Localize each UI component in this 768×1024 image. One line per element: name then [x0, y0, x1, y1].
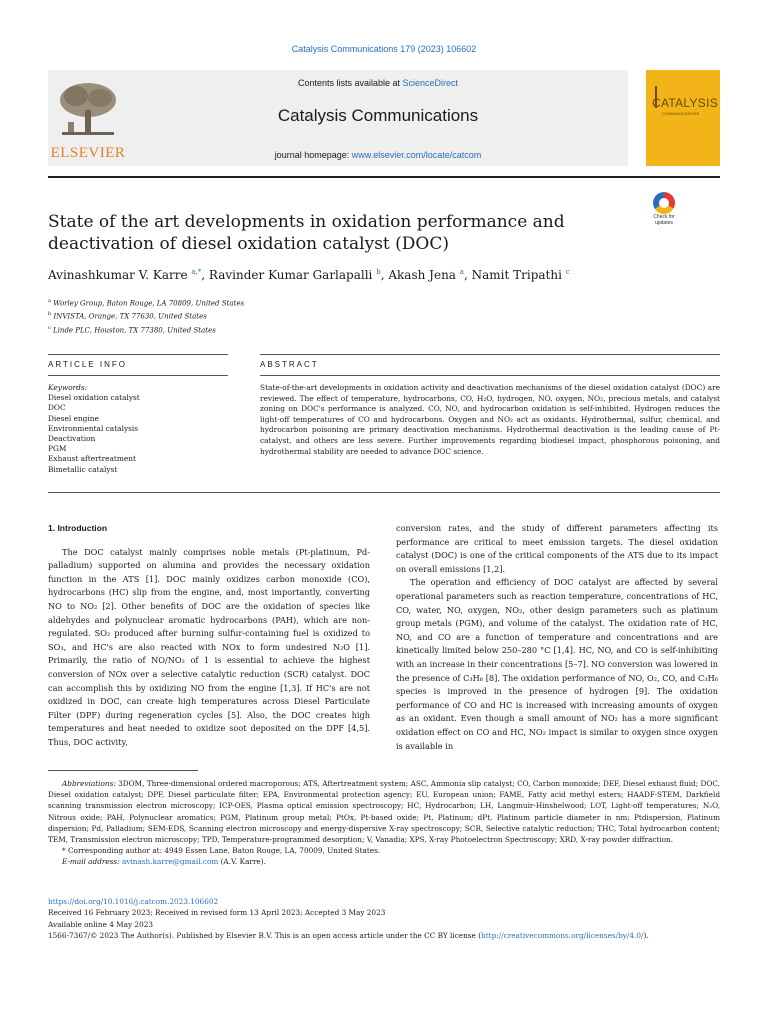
keywords-block — [48, 383, 228, 475]
journal-homepage — [128, 150, 628, 160]
body-paragraph: conversion rates, and the study of different parameters affecting its performance are critical to meet emission targets. The diesel oxidation catalyst (DOC) is one of the critical components of the ATS due to its impact on overall emissions [1,2]. — [396, 523, 718, 574]
cover-subtitle: COMMUNICATIONS — [662, 111, 700, 116]
email-label: E-mail address: — [62, 857, 122, 867]
affiliation-text: Worley Group, Baton Rouge, LA 70809, United States — [53, 299, 245, 308]
publisher-wordmark: ELSEVIER — [50, 145, 126, 161]
license-suffix: ). — [643, 931, 649, 941]
section-heading: 1. Introduction — [48, 523, 108, 533]
abstract-rule — [260, 375, 720, 376]
keyword: DOC — [48, 403, 66, 413]
body-column-left — [48, 522, 370, 750]
email-suffix: (A.V. Karre). — [218, 857, 266, 867]
badge-line-1: Check for — [653, 214, 675, 220]
author-list: Avinashkumar V. Karre $^{a,*}$, Ravinder Kumar Garlapalli $^b$, Akash Jena $^a$, Namit Tripathi $^c$ — [48, 268, 570, 282]
keyword: Environmental catalysis — [48, 423, 139, 433]
affiliation-mark: b — [48, 311, 52, 318]
journal-title: Catalysis Communications — [277, 106, 479, 125]
article-info-heading: ARTICLE INFO — [48, 360, 127, 369]
doi-link[interactable]: https://doi.org/10.1016/j.catcom.2023.106602 — [48, 897, 219, 906]
author-name: Namit Tripathi — [471, 268, 562, 282]
article-info-top-rule — [48, 354, 228, 355]
homepage-link[interactable]: www.elsevier.com/locate/catcom — [351, 150, 482, 160]
footnote-rule — [48, 770, 198, 771]
publication-info — [48, 896, 720, 942]
author-name: Avinashkumar V. Karre — [48, 268, 188, 282]
article-title: State of the art developments in oxidation performance and deactivation of diesel oxidation catalyst (DOC) — [48, 212, 565, 254]
affiliation-mark: a — [48, 298, 51, 304]
author-affiliation-mark[interactable]: a,* — [191, 268, 202, 276]
badge-line-2: updates — [655, 220, 673, 226]
available-online: Available online 4 May 2023 — [48, 919, 153, 929]
author-affiliation-mark[interactable]: a — [459, 268, 464, 276]
corresponding-author-note: * Corresponding author at: 4949 Essen Lane, Baton Rouge, LA, 70009, United States. — [62, 846, 381, 856]
author-affiliation-mark[interactable]: b — [376, 268, 381, 276]
author-name: Ravinder Kumar Garlapalli — [208, 268, 373, 282]
abbreviations-text: 3DOM, Three-dimensional ordered macroporous; ATS, Aftertreatment system; ASC, Ammonia slip catalyst; CO, Carbon monoxide; DEF, Diesel exhaust fluid; DOC, Diesel oxidation catalyst; DPF, Diesel particulate filter; EPA, Environmental protection agency; EU, European union; FAME, Fatty acid methyl esters; HAADF-STEM, Darkfield scanning transmission electron microscopy; ICP-OES, Plasma optical emission spectroscopy; HC, Hydrocarbon; LH, Langmuir-Hinshelwood; LOT, Light-off temperatures; N₂O, Nitrous oxide; PAH, Polynuclear aromatics; PGM, Platinum group metal; PtOx, Pt-based oxide; Pt, Platinum; dPt, Platinum particle diameter in nm; Ptdispersion, Platinum dispersion; Pd, Palladium; SEM-EDS, Scanning electron microscopy and energy-dispersive X-ray spectroscopy; SCR, Selective catalytic reduction; THC, Total hydrocarbon content; TEM, Transmission electron microscopy; TPD, Temperature-programmed desorption; V, Vanadia; XPS, X-ray Photoelectron Spectroscopy; XRD, X-ray powder diffraction. — [48, 779, 720, 845]
journal-cover-thumbnail[interactable] — [646, 70, 720, 166]
affiliation-item — [48, 323, 720, 336]
contents-prefix: Contents lists available at — [297, 78, 403, 88]
keyword: Bimetallic catalyst — [48, 464, 118, 474]
journal-masthead — [48, 70, 628, 166]
keyword: Diesel engine — [48, 413, 99, 423]
affiliations — [48, 296, 720, 336]
email-note — [48, 856, 720, 867]
body-column-right — [396, 522, 718, 753]
affiliation-text: Linde PLC, Houston, TX 77380, United States — [53, 325, 216, 334]
keyword: Diesel oxidation catalyst — [48, 393, 140, 403]
abstract-bottom-rule — [48, 492, 720, 493]
check-for-updates-badge[interactable] — [650, 192, 678, 230]
article-info-rule — [48, 375, 228, 376]
abstract-heading: ABSTRACT — [260, 360, 319, 369]
email-link[interactable]: avinash.karre@gmail.com — [121, 857, 219, 867]
affiliation-item — [48, 309, 720, 322]
license-link[interactable]: http://creativecommons.org/licenses/by/4.0/ — [481, 931, 644, 941]
affiliation-text: INVISTA, Orange, TX 77630, United States — [53, 312, 207, 321]
abstract-text: State-of-the-art developments in oxidation activity and deactivation mechanisms of the diesel oxidation catalyst (DOC) are reviewed. The effect of temperature, hydrocarbons, CO, H₂O, hydrogen, NO, oxygen, NO₂, precious metals, and catalyst zoning on DOC's performance is analyzed. CO, NO, and hydrocarbon oxidation is self-inhibited. Hydrogen reduces the light-off temperatures of CO and hydrocarbons. Oxygen and NO₂ act as oxidants. Hydrothermal, sulfur, chemical, and hydrocarbon poisoning are primary deactivation mechanisms. Hydrothermal deactivation is the leading cause of Pt-catalyst, and others are less severe. Further improvements regarding biodiesel impact, phosphorous poisoning, and hydrothermal stability are needed to advance DOC science. — [260, 383, 720, 456]
license-prefix: 1566-7367/© 2023 The Author(s). Published by Elsevier B.V. This is an open access article under the CC BY license ( — [48, 931, 482, 941]
keywords-label: Keywords: — [48, 383, 88, 392]
keyword: Exhaust aftertreatment — [48, 454, 136, 464]
abbreviations-footnote — [48, 778, 720, 845]
running-head[interactable]: Catalysis Communications 179 (2023) 106602 — [291, 44, 477, 54]
sciencedirect-link[interactable]: ScienceDirect — [402, 78, 459, 88]
affiliation-mark: c — [48, 324, 51, 331]
keyword: Deactivation — [48, 434, 96, 444]
body-paragraph: The operation and efficiency of DOC catalyst are affected by several operational parameters such as reaction temperature, concentrations of HC, CO, water, NO, oxygen, NO₂, other design parameters such as platinum group metals (PGM), and volume of the catalyst. The oxidation rate of HC, NO, and CO are a function of temperature and concentrations and are kinetically limited below 250–280 °C [1,4]. HC, NO, and CO is self-inhibiting with an increase in their concentrations [5–7]. NO conversion was lowered in the presence of C₃H₆ [8]. The oxidation performance of NO, O₂, CO, and C₃H₆ species is improved in the presence of hydrogen [9]. The oxidation performance of CO and HC is increased with increasing amounts of oxygen as an oxidant. Even though a small amount of NO₂ has a more significant oxidation effect on CO and HC, NO₂ impact is similar to oxygen since oxygen is available in — [396, 577, 718, 751]
license-line — [48, 930, 720, 941]
masthead-divider — [48, 176, 720, 178]
cover-title: CATALYSIS — [652, 96, 719, 110]
elsevier-logo[interactable] — [48, 76, 128, 164]
homepage-prefix: journal homepage: — [274, 150, 352, 160]
author-affiliation-mark[interactable]: c — [565, 268, 570, 276]
affiliation-item — [48, 296, 720, 309]
footnotes — [48, 778, 720, 868]
abstract-top-rule — [260, 354, 720, 355]
abbreviations-label: Abbreviations: — [62, 779, 116, 788]
update-check-icon — [653, 192, 675, 214]
contents-line — [128, 78, 628, 88]
received-dates: Received 16 February 2023; Received in revised form 13 April 2023; Accepted 3 May 2023 — [48, 908, 386, 918]
author-name: Akash Jena — [388, 268, 456, 282]
body-paragraph: The DOC catalyst mainly comprises noble metals (Pt-platinum, Pd-palladium) supported on alumina and provides the necessary oxidation function in the ATS [1]. DOC mainly oxidizes carbon monoxide (CO), hydrocarbons (HC) slip from the engine, and, most importantly, converting NO to NO₂ [2]. Other benefits of DOC are the oxidation of species like aldehydes and polynuclear aromatic hydrocarbons (PAH), which are non-regulated. SO₂ produced after burning sulfur-containing fuel is oxidized to SO₃, and HC's are also reacted with NOx to form undesired N₂O [1]. Primarily, the ratio of NO/NO₂ of 1 is essential to achieve the highest conversion of NOx over a selective catalytic reduction (SCR) catalyst. DOC can accomplish this by oxidizing NO from the engine [1,3]. If HC's are not oxidized in DOC, can create high temperatures across Diesel Particulate Filter (DPF) during regeneration cycles [5]. Also, the DOC creates high temperatures and heat needed to oxidize soot deposited on the DPF [4,5]. Thus, DOC activity, — [48, 546, 370, 747]
tree-icon — [56, 80, 120, 138]
keyword: PGM — [48, 444, 67, 454]
